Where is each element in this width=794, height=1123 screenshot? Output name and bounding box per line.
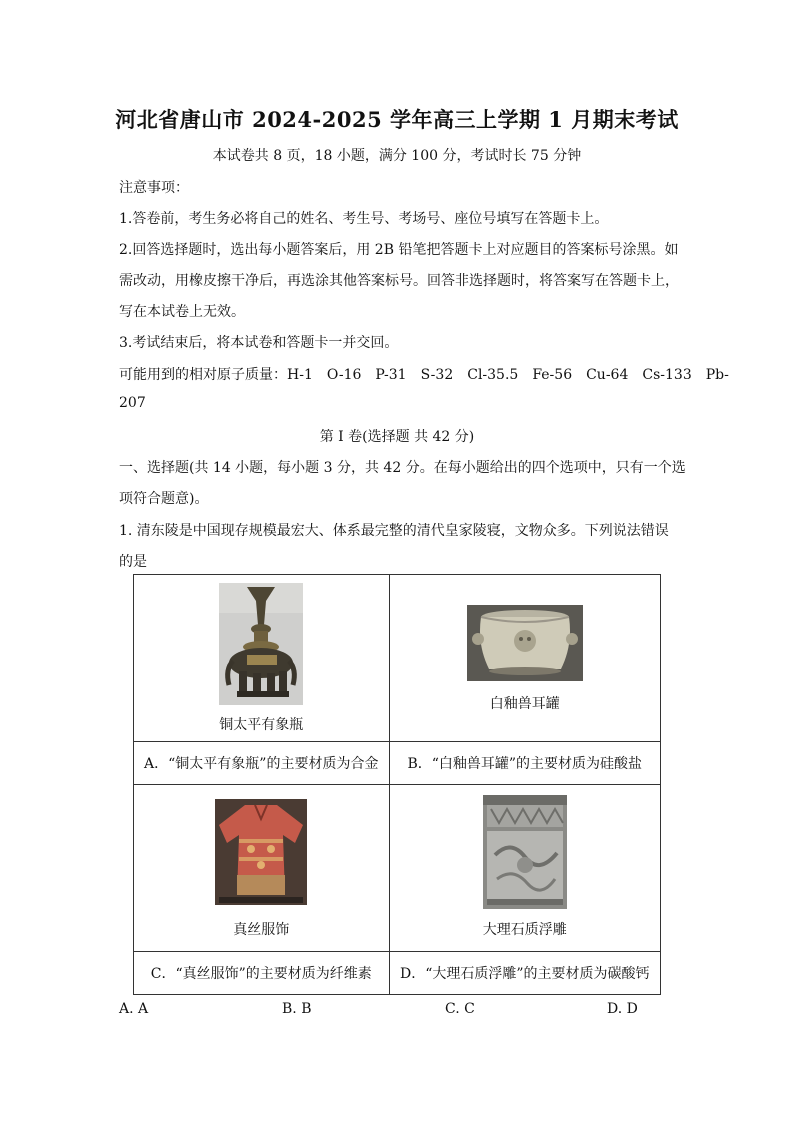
item-b-caption: 白釉兽耳罐 bbox=[489, 696, 560, 712]
bronze-elephant-vase-photo bbox=[219, 583, 303, 705]
note-1: 1.答卷前，考生务必将自己的姓名、考生号、考场号、座位号填写在答题卡上。 bbox=[119, 211, 609, 227]
page-title: 河北省唐山市 2024-2025 学年高三上学期 1 月期末考试 bbox=[115, 107, 679, 132]
choice-d: D. D bbox=[607, 1001, 638, 1017]
cell-item-a bbox=[134, 575, 390, 742]
item-c-caption: 真丝服饰 bbox=[233, 922, 290, 938]
option-d: D．“大理石质浮雕”的主要材质为碳酸钙 bbox=[389, 952, 660, 995]
section-intro-a: 一、选择题(共 14 小题，每小题 3 分，共 42 分。在每小题给出的四个选项中，只有一个选 bbox=[119, 460, 686, 476]
note-3: 3.考试结束后，将本试卷和答题卡一并交回。 bbox=[119, 335, 399, 351]
question-1-stem-b: 的是 bbox=[119, 554, 147, 570]
silk-robe-photo bbox=[215, 799, 307, 905]
page-subtitle: 本试卷共 8 页，18 小题，满分 100 分，考试时长 75 分钟 bbox=[212, 148, 582, 164]
option-a: A．“铜太平有象瓶”的主要材质为合金 bbox=[134, 742, 390, 785]
atomic-mass-line-b: 207 bbox=[119, 395, 146, 411]
section-title: 第 I 卷(选择题 共 42 分) bbox=[319, 429, 475, 445]
marble-relief-photo bbox=[483, 795, 567, 909]
item-a-caption: 铜太平有象瓶 bbox=[219, 717, 304, 733]
white-glazed-jar-photo bbox=[467, 605, 583, 681]
option-c: C．“真丝服饰”的主要材质为纤维素 bbox=[134, 952, 390, 995]
note-2-line-a: 2.回答选择题时，选出每小题答案后，用 2B 铅笔把答题卡上对应题目的答案标号涂黑。如 bbox=[119, 242, 679, 258]
cell-item-d bbox=[389, 785, 660, 952]
option-b: B．“白釉兽耳罐”的主要材质为硅酸盐 bbox=[389, 742, 660, 785]
item-d-caption: 大理石质浮雕 bbox=[482, 922, 567, 938]
question-1-stem-a: 1. 清东陵是中国现存规模最宏大、体系最完整的清代皇家陵寝，文物众多。下列说法错误 bbox=[119, 523, 669, 539]
section-intro-b: 项符合题意)。 bbox=[119, 491, 209, 507]
atomic-mass-line-a: 可能用到的相对原子质量：H-1 O-16 P-31 S-32 Cl-35.5 Fe-56 Cu-64 Cs-133 Pb- bbox=[119, 367, 729, 383]
note-2-line-b: 需改动，用橡皮擦干净后，再选涂其他答案标号。回答非选择题时，将答案写在答题卡上， bbox=[119, 273, 679, 289]
choice-b: B. B bbox=[282, 1001, 312, 1017]
choice-c: C. C bbox=[445, 1001, 475, 1017]
notes-heading: 注意事项： bbox=[119, 180, 189, 196]
note-2-line-c: 写在本试卷上无效。 bbox=[119, 304, 245, 320]
question-1-table bbox=[133, 574, 661, 995]
cell-item-c bbox=[134, 785, 390, 952]
choice-a: A. A bbox=[119, 1001, 149, 1017]
cell-item-b bbox=[389, 575, 660, 742]
